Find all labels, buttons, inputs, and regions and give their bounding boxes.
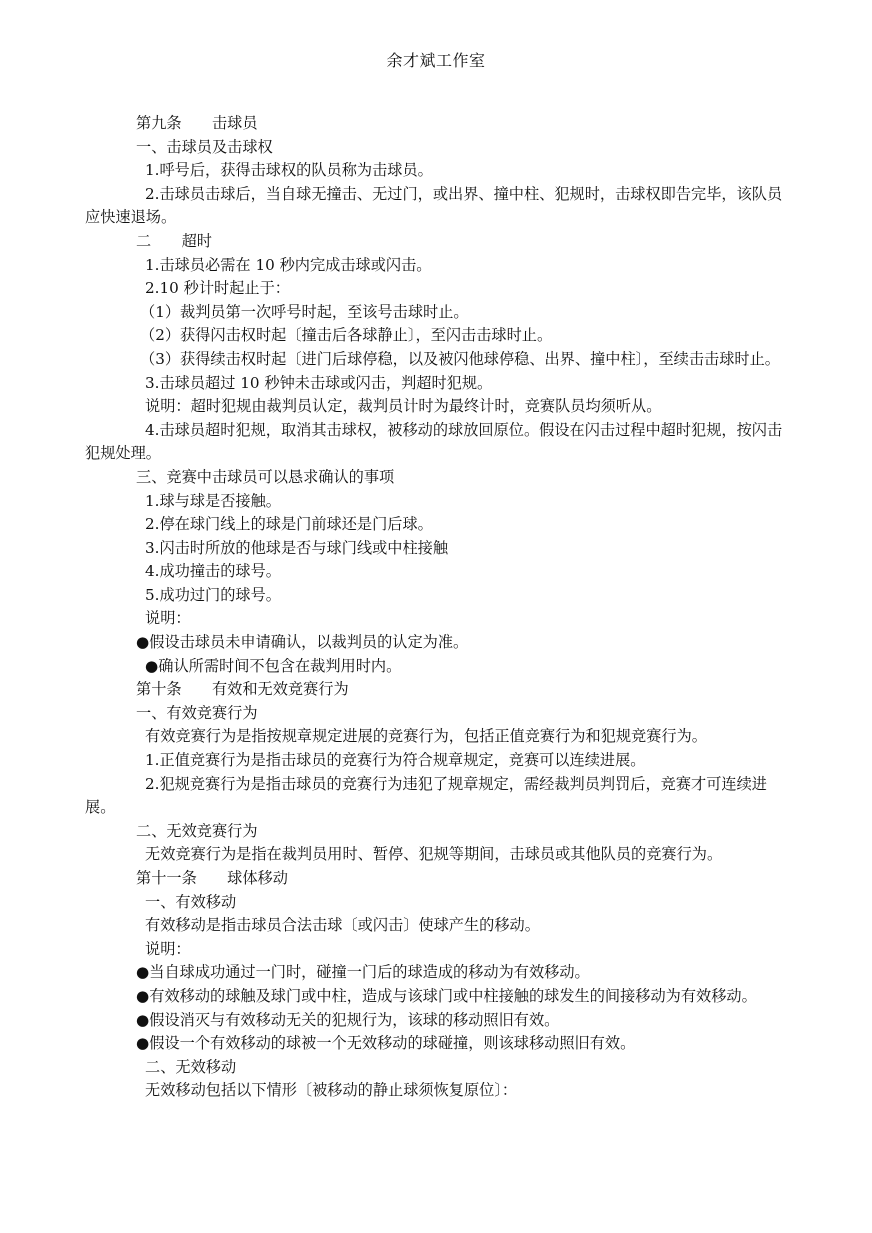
text-line: 1.击球员必需在 10 秒内完成击球或闪击。	[145, 255, 432, 274]
text-line: ●假设消灭与有效移动无关的犯规行为，该球的移动照旧有效。	[136, 1010, 560, 1029]
text-line: 5.成功过门的球号。	[145, 585, 281, 604]
text-line: （2）获得闪击权时起〔撞击后各球静止〕，至闪击击球时止。	[140, 326, 553, 345]
text-line: 二、无效移动	[145, 1057, 237, 1076]
text-line: 无效移动包括以下情形〔被移动的静止球须恢复原位〕：	[145, 1081, 518, 1100]
text-line: ●有效移动的球触及球门或中柱，造成与该球门或中柱接触的球发生的间接移动为有效移动。	[136, 986, 757, 1005]
text-line: 4.击球员超时犯规，取消其击球权，被移动的球放回原位。假设在闪击过程中超时犯规，按闪击犯规处理。	[85, 420, 783, 463]
text-line: ●当自球成功通过一门时，碰撞一门后的球造成的移动为有效移动。	[136, 963, 590, 982]
text-line: 二、无效竞赛行为	[136, 821, 258, 840]
text-line: （3）获得续击权时起〔进门后球停稳，以及被闪他球停稳、出界、撞中柱〕，至续击击球时止。	[140, 349, 780, 368]
text-line: 第九条 击球员	[136, 114, 258, 132]
text-line: 说明：	[145, 609, 191, 628]
text-line: 说明：超时犯规由裁判员认定，裁判员计时为最终计时，竞赛队员均须听从。	[145, 397, 662, 416]
text-line: ●假设一个有效移动的球被一个无效移动的球碰撞，则该球移动照旧有效。	[136, 1034, 636, 1053]
text-line: 一、击球员及击球权	[136, 137, 273, 156]
text-line: （1）裁判员第一次呼号时起，至该号击球时止。	[140, 302, 469, 321]
text-line: 2.犯规竞赛行为是指击球员的竞赛行为违犯了规章规定，需经裁判员判罚后，竞赛才可连续进展。	[85, 774, 767, 817]
text-line: 一、有效竞赛行为	[136, 703, 258, 722]
text-line: 3.闪击时所放的他球是否与球门线或中柱接触	[145, 538, 449, 557]
document-body	[85, 112, 793, 1103]
text-line: ●确认所需时间不包含在裁判用时内。	[145, 656, 402, 675]
text-line: 有效竞赛行为是指按规章规定进展的竞赛行为，包括正值竞赛行为和犯规竞赛行为。	[145, 727, 707, 746]
text-line: 3.击球员超过 10 秒钟未击球或闪击，判超时犯规。	[145, 373, 493, 392]
text-line: 第十一条 球体移动	[136, 869, 288, 887]
text-line: 有效移动是指击球员合法击球〔或闪击〕使球产生的移动。	[145, 916, 540, 935]
text-line: 无效竞赛行为是指在裁判员用时、暂停、犯规等期间，击球员或其他队员的竞赛行为。	[145, 845, 723, 864]
text-line: 2.击球员击球后，当自球无撞击、无过门，或出界、撞中柱、犯规时，击球权即告完毕，该队员应快速退场。	[85, 184, 783, 227]
header-title: 余才斌工作室	[386, 51, 486, 70]
text-line: 三、竞赛中击球员可以恳求确认的事项	[136, 467, 395, 486]
text-line: 1.球与球是否接触。	[145, 491, 281, 510]
text-line: 1.正值竞赛行为是指击球员的竞赛行为符合规章规定，竞赛可以连续进展。	[145, 751, 646, 770]
text-line: 2.停在球门线上的球是门前球还是门后球。	[145, 515, 433, 534]
text-line: 2.10 秒计时起止于：	[145, 279, 290, 298]
text-line: 4.成功撞击的球号。	[145, 562, 281, 581]
text-line: 二 超时	[136, 231, 212, 250]
text-line: 1.呼号后，获得击球权的队员称为击球员。	[145, 161, 433, 180]
text-line: 一、有效移动	[145, 892, 237, 911]
text-line: 第十条 有效和无效竞赛行为	[136, 680, 349, 699]
text-line: ●假设击球员未申请确认，以裁判员的认定为准。	[136, 633, 469, 652]
text-line: 说明：	[145, 939, 191, 958]
